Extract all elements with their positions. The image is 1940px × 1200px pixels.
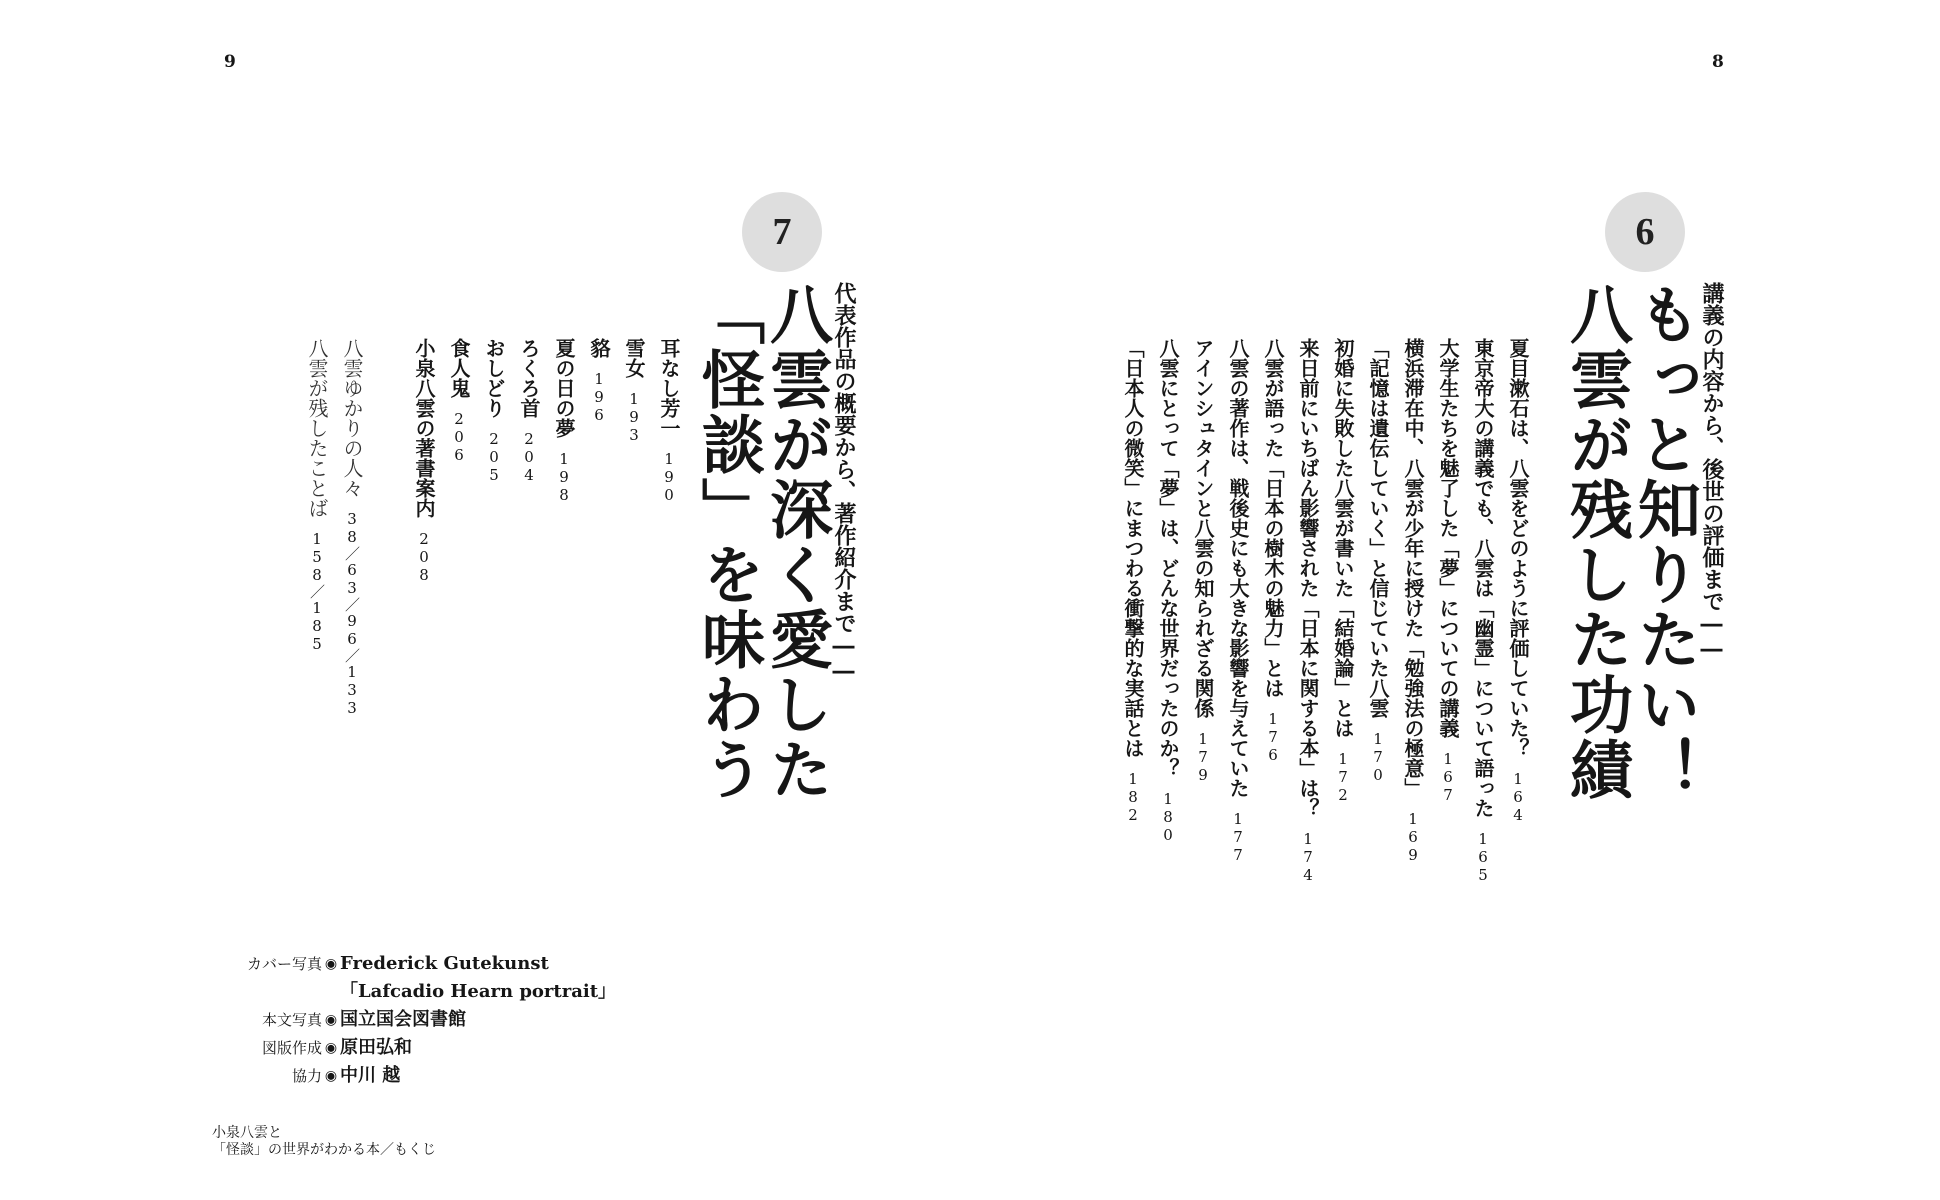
colophon-line-2: 「怪談」の世界がわかる本／もくじ (212, 1142, 436, 1158)
toc-item-page: 206 (450, 410, 468, 464)
toc-item-page: 205 (485, 430, 503, 484)
toc-item[interactable] (515, 338, 544, 484)
toc-item-title: おしどり (482, 338, 506, 418)
toc-item[interactable] (445, 338, 474, 464)
toc-item-page: 164 (1509, 770, 1527, 824)
credit-label: カバー写真 (246, 955, 322, 973)
toc-item-page: 193 (625, 390, 643, 444)
toc-item[interactable] (480, 338, 509, 484)
toc-item-page: 190 (660, 450, 678, 504)
toc-item[interactable] (620, 338, 649, 444)
toc-item[interactable] (1399, 338, 1428, 864)
chapter-7-toc (290, 338, 681, 717)
toc-item-title: 耳なし芳一 (657, 338, 681, 438)
toc-item-page: 174 (1299, 830, 1317, 884)
toc-item-page: 177 (1229, 810, 1247, 864)
toc-item-title: 来日前にいちばん影響された「日本に関する本」は？ (1296, 338, 1320, 818)
chapter-7-title-line-2: 「怪談」を味わう (692, 282, 766, 802)
credit-value: 「Lafcadio Hearn portrait」 (340, 981, 617, 1002)
toc-extra-title: 八雲ゆかりの人々 (340, 338, 364, 498)
toc-item-title: ろくろ首 (517, 338, 541, 418)
toc-item[interactable] (1469, 338, 1498, 884)
chapter-7-lead: 代表作品の概要から、著作紹介まで―― (831, 282, 856, 684)
toc-item-page: 169 (1404, 810, 1422, 864)
photo-credits (212, 950, 616, 1090)
toc-item[interactable] (1189, 338, 1218, 784)
credit-row (212, 950, 616, 978)
toc-item-page: 165 (1474, 830, 1492, 884)
toc-item-title: 食人鬼 (447, 338, 471, 398)
credit-value: 国立国会図書館 (340, 1009, 466, 1030)
page-number-right: 8 (1712, 52, 1724, 72)
page-number-left: 9 (224, 52, 236, 72)
toc-item-page: 204 (520, 430, 538, 484)
credit-value: Frederick Gutekunst (340, 953, 549, 974)
toc-item[interactable] (585, 338, 614, 424)
toc-extra[interactable] (303, 338, 332, 653)
toc-extra-pages: 38／63／96／133 (343, 510, 361, 717)
toc-item-title: 大学生たちを魅了した「夢」についての講義 (1436, 338, 1460, 738)
toc-extra[interactable] (338, 338, 367, 717)
toc-item-page: 167 (1439, 750, 1457, 804)
toc-item-title: 東京帝大の講義でも、八雲は「幽霊」について語った (1471, 338, 1495, 818)
credit-value: 中川 越 (340, 1065, 401, 1086)
toc-item[interactable] (410, 338, 439, 584)
credit-label: 協力 (291, 1067, 322, 1085)
credit-label (212, 978, 322, 1006)
toc-item[interactable] (1329, 338, 1358, 804)
toc-item-page: 170 (1369, 730, 1387, 784)
toc-item-page: 172 (1334, 750, 1352, 804)
toc-item-page: 208 (415, 530, 433, 584)
toc-item-page: 176 (1264, 710, 1282, 764)
toc-extra-pages: 158／185 (308, 530, 326, 653)
toc-item-title: 夏目漱石は、八雲をどのように評価していた？ (1506, 338, 1530, 758)
toc-item-title: 八雲の著作は、戦後史にも大きな影響を与えていた (1226, 338, 1250, 798)
chapter-6-toc (1118, 338, 1538, 898)
toc-item[interactable] (1259, 338, 1288, 764)
chapter-6-title-line-1: もっと知りたい！ (1628, 282, 1702, 802)
chapter-7-badge: 7 (742, 192, 822, 272)
credit-label: 図版作成 (261, 1039, 322, 1057)
toc-item[interactable] (1294, 338, 1323, 884)
toc-extra-title: 八雲が残したことば (305, 338, 329, 518)
toc-item-title: 初婚に失敗した八雲が書いた「結婚論」とは (1331, 338, 1355, 738)
toc-item-page: 196 (590, 370, 608, 424)
toc-item-title: 「日本人の微笑」にまつわる衝撃的な実話とは (1121, 338, 1145, 758)
credit-row (212, 1006, 616, 1034)
credit-mark: ◉ (324, 1012, 338, 1028)
book-colophon (212, 1125, 436, 1159)
toc-item[interactable] (550, 338, 579, 504)
toc-item-title: 小泉八雲の著書案内 (412, 338, 436, 518)
toc-item[interactable] (655, 338, 684, 504)
credit-row (212, 978, 616, 1006)
toc-item-title: 八雲にとって「夢」は、どんな世界だったのか？ (1156, 338, 1180, 778)
toc-item[interactable] (1504, 338, 1533, 824)
credit-mark: ◉ (324, 1068, 338, 1084)
toc-item-page: 182 (1124, 770, 1142, 824)
toc-item-title: 雪女 (622, 338, 646, 378)
toc-item-page: 179 (1194, 730, 1212, 784)
toc-item-title: 横浜滞在中、八雲が少年に授けた「勉強法の極意」 (1401, 338, 1425, 798)
toc-item[interactable] (1434, 338, 1463, 804)
credit-mark: ◉ (324, 1040, 338, 1056)
chapter-6-title-line-2: 八雲が残した功績 (1560, 282, 1634, 802)
toc-item[interactable] (1364, 338, 1393, 784)
colophon-line-1: 小泉八雲と (212, 1125, 282, 1141)
toc-item-title: アインシュタインと八雲の知られざる関係 (1191, 338, 1215, 718)
toc-item-title: 貉 (587, 338, 611, 358)
toc-item-page: 198 (555, 450, 573, 504)
credit-value: 原田弘和 (340, 1037, 412, 1058)
credit-row (212, 1034, 616, 1062)
chapter-6-lead: 講義の内容から、後世の評価まで―― (1699, 282, 1724, 662)
credit-row (212, 1062, 616, 1090)
toc-item[interactable] (1224, 338, 1253, 864)
toc-item-title: 夏の日の夢 (552, 338, 576, 438)
toc-item-title: 「記憶は遺伝していく」と信じていた八雲 (1366, 338, 1390, 718)
chapter-6-badge: 6 (1605, 192, 1685, 272)
toc-item-page: 180 (1159, 790, 1177, 844)
toc-item[interactable] (1119, 338, 1148, 824)
credit-mark: ◉ (324, 956, 338, 972)
credit-label: 本文写真 (261, 1011, 322, 1029)
toc-item[interactable] (1154, 338, 1183, 844)
chapter-7-title-line-1: 八雲が深く愛した (760, 282, 834, 802)
toc-item-title: 八雲が語った「日本の樹木の魅力」とは (1261, 338, 1285, 698)
